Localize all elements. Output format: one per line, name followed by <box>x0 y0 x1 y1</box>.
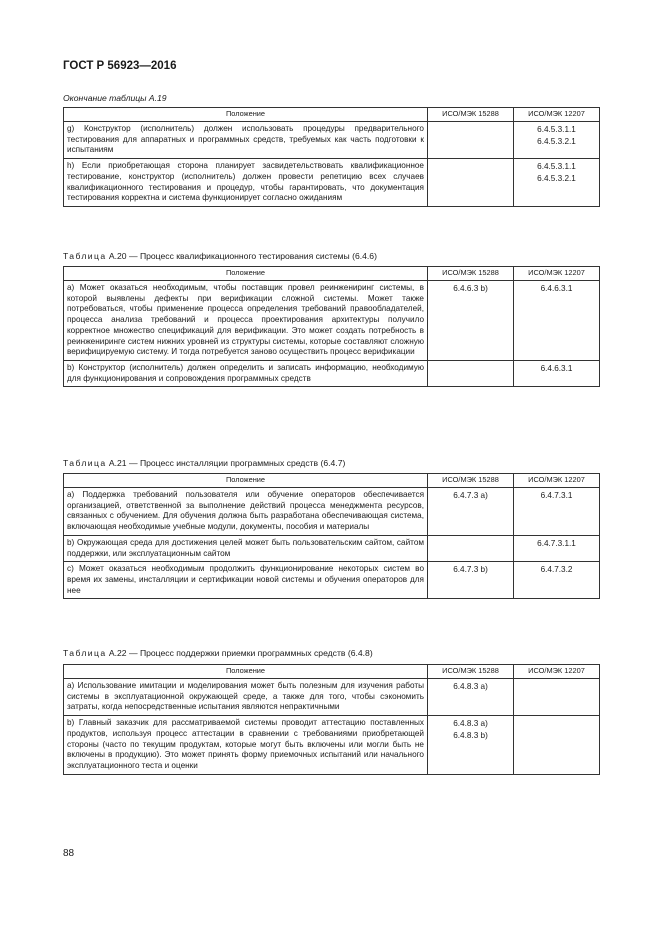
table-a21-caption-label: Таблица <box>63 458 107 468</box>
iso15288-ref-cell <box>428 281 514 361</box>
clause-ref: 6.4.6.3.1 <box>540 284 573 293</box>
table-row <box>64 159 600 207</box>
clause-ref: 6.4.5.3.2.1 <box>537 174 576 184</box>
col-header-iso15288: ИСО/МЭК 15288 <box>428 665 514 679</box>
col-header-provision: Положение <box>64 108 428 122</box>
table-a21-caption-title: А.21 — Процесс инсталляции программных средств (6.4.7) <box>108 458 346 468</box>
table-a20-caption-label: Таблица <box>63 251 107 261</box>
clause-ref: 6.4.5.3.1.1 <box>537 125 576 134</box>
table-row <box>64 281 600 361</box>
clause-ref: 6.4.8.3 a) <box>453 682 488 691</box>
col-header-iso15288: ИСО/МЭК 15288 <box>428 474 514 488</box>
iso15288-ref-cell <box>428 562 514 599</box>
table-row <box>64 562 600 599</box>
table-row <box>64 488 600 536</box>
provision-cell: a) Использование имитации и моделирования может быть полезным для изучения работы системы в эксплуатационной окружающей среде, а также для того, чтобы сэкономить затраты, когда непосредственные испытания являются непрактичными <box>64 679 428 716</box>
table-a22-caption-label: Таблица <box>63 648 107 658</box>
col-header-provision: Положение <box>64 267 428 281</box>
iso12207-ref-cell <box>514 679 600 716</box>
page-number: 88 <box>63 848 75 859</box>
col-header-iso15288: ИСО/МЭК 15288 <box>428 267 514 281</box>
table-row <box>64 122 600 159</box>
iso15288-ref-cell <box>428 535 514 561</box>
table-row <box>64 535 600 561</box>
iso15288-ref-cell <box>428 360 514 386</box>
col-header-provision: Положение <box>64 665 428 679</box>
table-a22-caption <box>63 648 373 658</box>
clause-ref: 6.4.7.3.2 <box>540 565 573 575</box>
provision-cell: b) Конструктор (исполнитель) должен определить и записать информацию, необходимую для функционирования и сопровождения программных средств <box>64 360 428 386</box>
table-a21 <box>63 473 600 599</box>
table-a22-caption-title: А.22 — Процесс поддержки приемки программных средств (6.4.8) <box>108 648 373 658</box>
iso12207-ref-cell <box>514 535 600 561</box>
clause-ref: 6.4.7.3.1.1 <box>537 538 576 548</box>
iso12207-ref-cell <box>514 488 600 536</box>
iso15288-ref-cell <box>428 122 514 159</box>
iso12207-ref-cell <box>514 159 600 207</box>
provision-cell: c) Может оказаться необходимым продолжить функционирование некоторых систем во время их замены, инсталляции и сертификации новой системы и обучения операторов для нее <box>64 562 428 599</box>
iso15288-ref-cell <box>428 159 514 207</box>
col-header-iso12207: ИСО/МЭК 12207 <box>514 267 600 281</box>
clause-ref: 6.4.7.3.1 <box>540 491 573 500</box>
iso12207-ref-cell <box>514 562 600 599</box>
iso12207-ref-cell <box>514 281 600 361</box>
col-header-iso12207: ИСО/МЭК 12207 <box>514 665 600 679</box>
provision-cell: b) Главный заказчик для рассматриваемой системы проводит аттестацию поставленных продуктов, используя процесс аттестации в сравнении с требованиями приобретающей стороны (часто по текущим продуктам, которые могут быть включены или могли быть не включены в продукцию). Это может принять форму приемочных испытаний или начального эксплуатационного теста и оценки <box>64 716 428 775</box>
col-header-iso12207: ИСО/МЭК 12207 <box>514 108 600 122</box>
provision-cell: a) Может оказаться необходимым, чтобы поставщик провел реинжениринг системы, в которой выявлены дефекты при верификации сложной системы. Может также потребоваться, чтобы применение процесса определения требований правообладателей, процесса анализа требований и процесса проектирования архитектуры получило корректное множество спецификаций для верификации. Это может создать потребность в реинжениринге систем нижних уровней из структуры системы, которые составляют сложную верифицируемую систему. И тогда потребуется заново осуществить процесс верификации <box>64 281 428 361</box>
provision-cell: g) Конструктор (исполнитель) должен использовать процедуры предварительного тестирования для аппаратных и программных средств, требуемых как часть подготовки к испытаниям <box>64 122 428 159</box>
clause-ref: 6.4.8.3 b) <box>453 731 488 741</box>
clause-ref: 6.4.5.3.1.1 <box>537 162 576 172</box>
table-a20-caption-title: А.20 — Процесс квалификационного тестирования системы (6.4.6) <box>108 251 377 261</box>
provision-cell: a) Поддержка требований пользователя или обучение операторов обеспечивается организацией, ответственной за выполнение действий процесса менеджмента ресурсов, связанных с обучением. Для обучения должна быть разработана обеспечивающая система, включающая необходимые учебные модули, документы, пособия и материалы <box>64 488 428 536</box>
iso12207-ref-cell <box>514 716 600 775</box>
table-a20 <box>63 266 600 387</box>
table-a19 <box>63 107 600 207</box>
table-a22 <box>63 664 600 775</box>
table-a19-caption: Окончание таблицы А.19 <box>63 93 167 103</box>
table-a21-caption <box>63 458 345 468</box>
clause-ref: 6.4.6.3 b) <box>453 284 488 293</box>
iso15288-ref-cell <box>428 488 514 536</box>
table-row <box>64 716 600 775</box>
provision-cell: h) Если приобретающая сторона планирует засвидетельствовать квалификационное тестирование, конструктор (исполнитель) должен провести репетицию всех случаев квалификационного тестирования и процедур, чтобы гарантировать, что документация тестирования корректна и система функционирует согласно ожиданиям <box>64 159 428 207</box>
table-row <box>64 679 600 716</box>
iso15288-ref-cell <box>428 679 514 716</box>
clause-ref: 6.4.8.3 a) <box>453 719 488 729</box>
document-code: ГОСТ Р 56923—2016 <box>63 60 177 72</box>
iso15288-ref-cell <box>428 716 514 775</box>
table-row <box>64 360 600 386</box>
clause-ref: 6.4.5.3.2.1 <box>537 137 576 146</box>
clause-ref: 6.4.7.3 a) <box>453 491 488 500</box>
iso12207-ref-cell <box>514 360 600 386</box>
provision-cell: b) Окружающая среда для достижения целей может быть пользовательским сайтом, сайтом поддержки, или эксплуатационным сайтом <box>64 535 428 561</box>
col-header-iso15288: ИСО/МЭК 15288 <box>428 108 514 122</box>
col-header-provision: Положение <box>64 474 428 488</box>
iso12207-ref-cell <box>514 122 600 159</box>
clause-ref: 6.4.7.3 b) <box>453 565 488 575</box>
clause-ref: 6.4.6.3.1 <box>540 363 573 373</box>
col-header-iso12207: ИСО/МЭК 12207 <box>514 474 600 488</box>
table-a20-caption <box>63 251 377 261</box>
